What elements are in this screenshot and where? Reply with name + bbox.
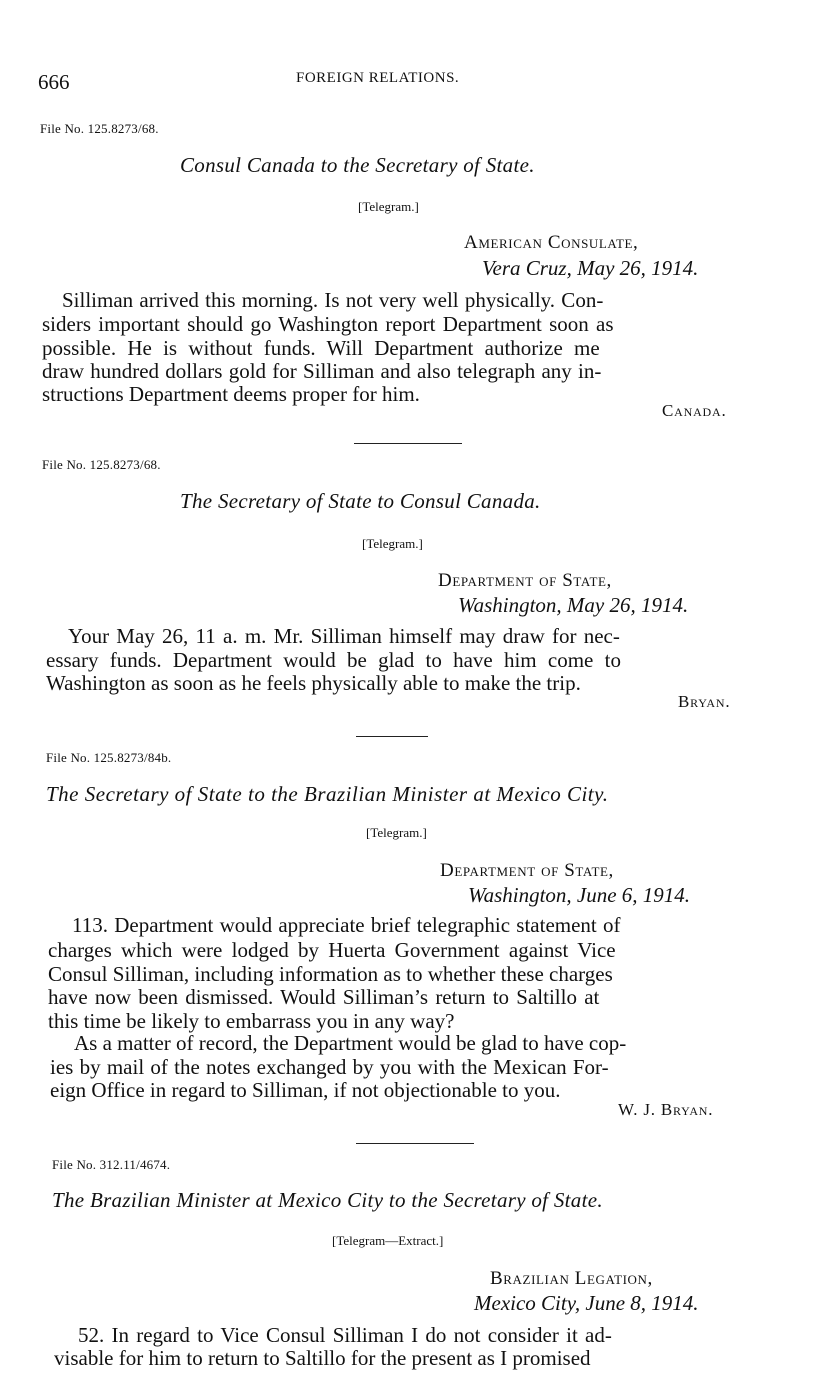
document-title: Consul Canada to the Secretary of State.: [180, 153, 535, 177]
body-line: draw hundred dollars gold for Silliman and also telegraph any in-: [42, 359, 602, 383]
body-line: Washington as soon as he feels physically able to make the trip.: [46, 671, 581, 695]
section-divider: [354, 443, 462, 444]
document-date: Vera Cruz, May 26, 1914.: [482, 256, 699, 280]
body-line: this time be likely to embarrass you in any way?: [48, 1009, 455, 1033]
section-divider: [356, 1143, 474, 1144]
body-line: eign Office in regard to Silliman, if not objectionable to you.: [50, 1078, 561, 1102]
file-number: File No. 125.8273/84b.: [46, 750, 172, 765]
signature: Canada.: [662, 401, 727, 420]
signature: Bryan.: [678, 692, 731, 711]
file-number: File No. 312.11/4674.: [52, 1157, 171, 1172]
page-header: [38, 70, 778, 100]
document-type: [Telegram.]: [358, 199, 419, 214]
body-line: essary funds. Department would be glad to have him come to: [46, 648, 621, 672]
file-number: File No. 125.8273/68.: [42, 457, 161, 472]
body-line: possible. He is without funds. Will Department authorize me: [42, 336, 600, 360]
body-line: 52. In regard to Vice Consul Silliman I do not consider it ad-: [78, 1323, 612, 1347]
document-type: [Telegram.]: [362, 536, 423, 551]
body-line: Your May 26, 11 a. m. Mr. Silliman himself may draw for nec-: [68, 624, 620, 648]
body-line: Silliman arrived this morning. Is not very well physically. Con-: [62, 288, 604, 312]
document-date: Washington, June 6, 1914.: [468, 883, 691, 907]
sender-place: Department of State,: [440, 860, 614, 881]
sender-place: American Consulate,: [464, 232, 639, 253]
file-number: File No. 125.8273/68.: [40, 121, 159, 136]
sender-place: Brazilian Legation,: [490, 1268, 653, 1289]
document-date: Washington, May 26, 1914.: [458, 593, 689, 617]
document-title: The Secretary of State to the Brazilian Minister at Mexico City.: [46, 782, 609, 806]
body-line: structions Department deems proper for him.: [42, 382, 420, 406]
body-line: visable for him to return to Saltillo for the present as I promised: [54, 1346, 591, 1370]
body-line: 113. Department would appreciate brief telegraphic statement of: [72, 913, 621, 937]
document-type: [Telegram—Extract.]: [332, 1233, 444, 1248]
body-line: As a matter of record, the Department would be glad to have cop-: [74, 1031, 627, 1055]
page-number: 666: [38, 70, 70, 94]
section-divider: [356, 736, 428, 737]
body-line: have now been dismissed. Would Silliman’s return to Saltillo at: [48, 985, 600, 1009]
body-line: ies by mail of the notes exchanged by you with the Mexican For-: [50, 1055, 609, 1079]
body-line: siders important should go Washington report Department soon as: [42, 312, 614, 336]
document-type: [Telegram.]: [366, 825, 427, 840]
document-date: Mexico City, June 8, 1914.: [474, 1291, 699, 1315]
running-head: FOREIGN RELATIONS.: [296, 70, 460, 86]
sender-place: Department of State,: [438, 570, 612, 591]
body-line: charges which were lodged by Huerta Government against Vice: [48, 938, 616, 962]
body-line: Consul Silliman, including information as to whether these charges: [48, 962, 613, 986]
document-title: The Brazilian Minister at Mexico City to the Secretary of State.: [52, 1188, 603, 1212]
signature: W. J. Bryan.: [618, 1100, 714, 1119]
document-title: The Secretary of State to Consul Canada.: [180, 489, 541, 513]
